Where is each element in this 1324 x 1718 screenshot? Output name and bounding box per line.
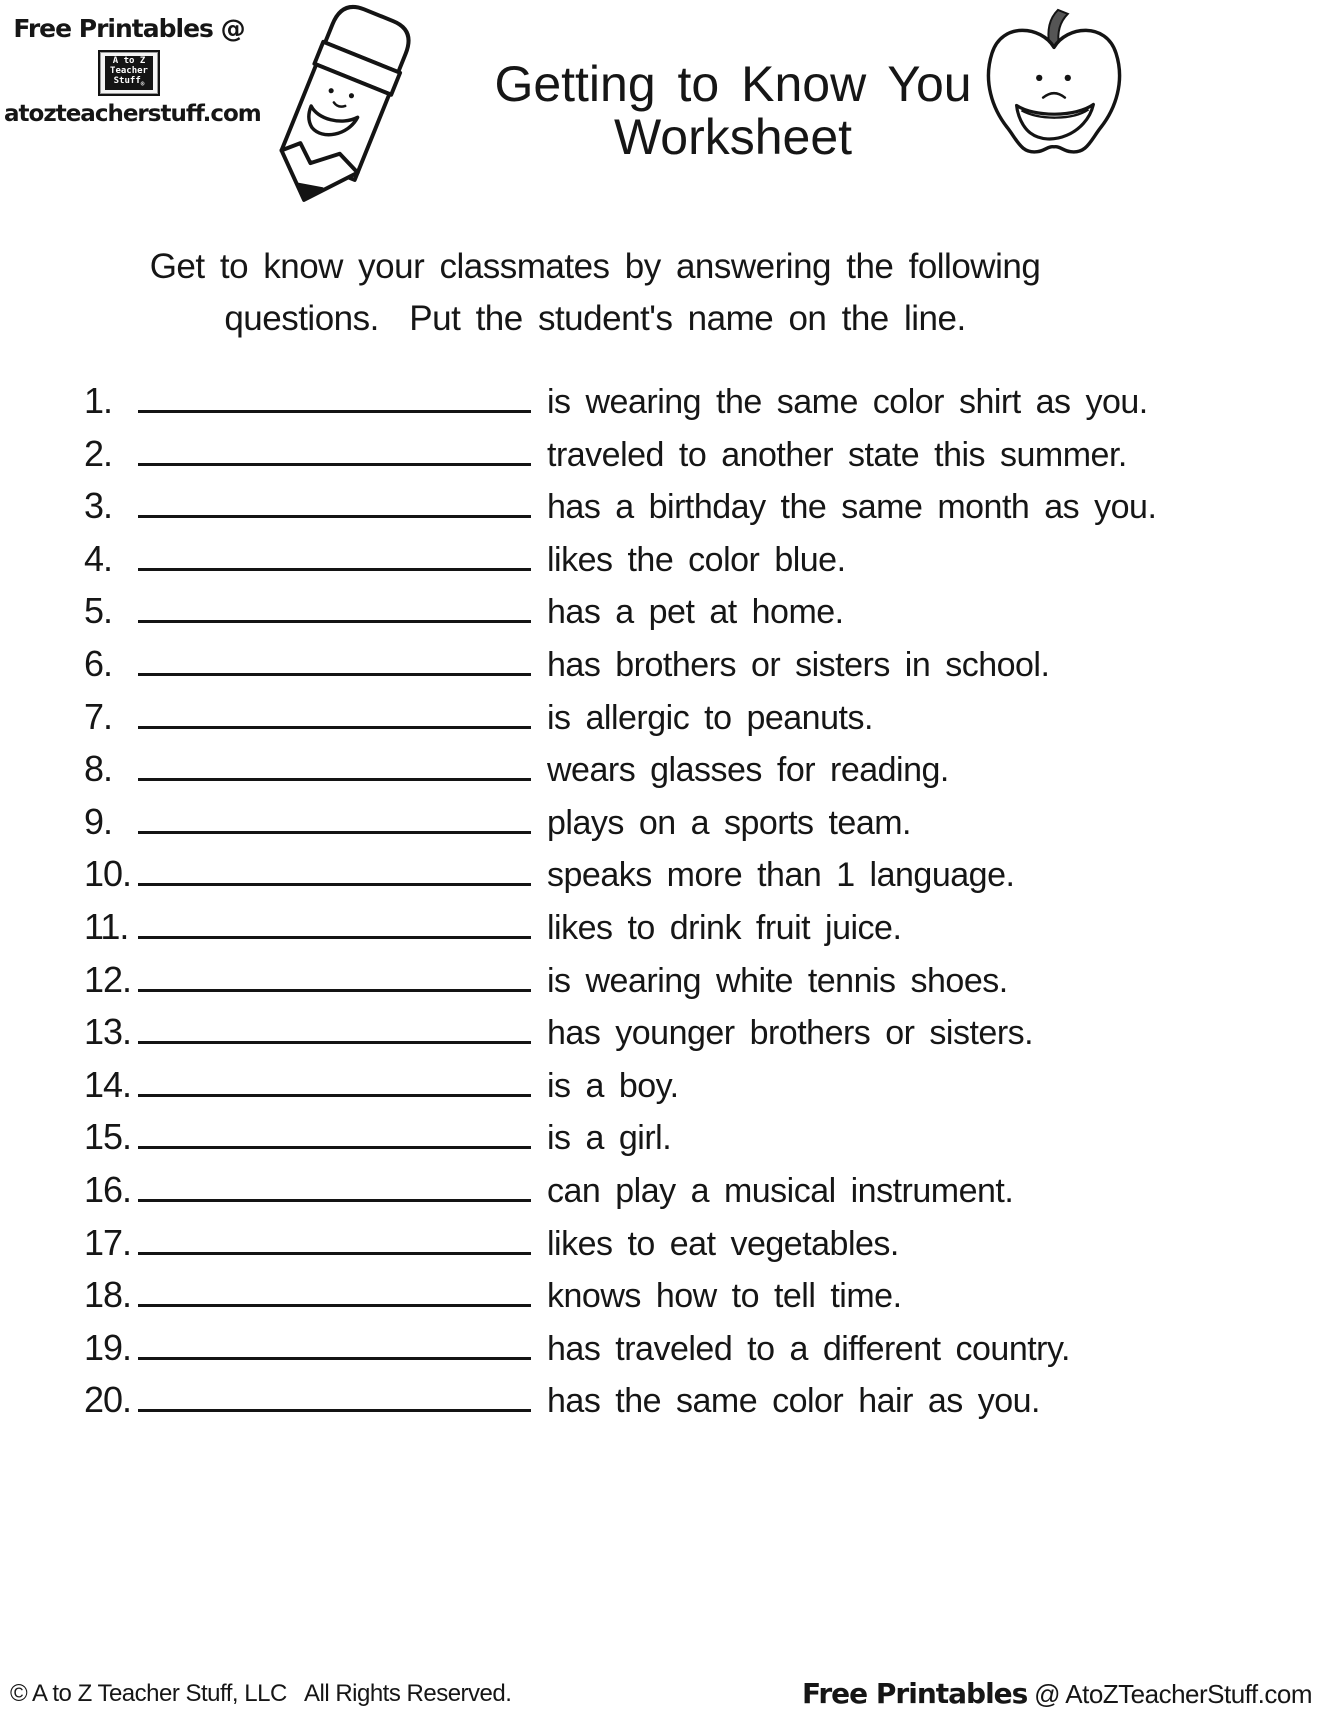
name-blank-line bbox=[138, 1409, 531, 1412]
instructions-line1: Get to know your classmates by answering the following bbox=[149, 247, 1041, 286]
question-row bbox=[84, 1222, 1314, 1275]
question-text: has younger brothers or sisters. bbox=[547, 1014, 1034, 1053]
question-row bbox=[84, 748, 1314, 801]
badge-line1: A to Z bbox=[112, 56, 146, 67]
name-blank-line bbox=[138, 410, 531, 413]
question-row bbox=[84, 485, 1314, 538]
question-row bbox=[84, 1379, 1314, 1432]
questions-list bbox=[84, 380, 1314, 1432]
question-number: 18. bbox=[84, 1274, 132, 1316]
question-text: has brothers or sisters in school. bbox=[547, 645, 1050, 684]
instructions bbox=[0, 241, 1190, 345]
question-number: 20. bbox=[84, 1379, 132, 1421]
brand-block bbox=[4, 14, 261, 127]
name-blank-line bbox=[138, 883, 531, 886]
question-row bbox=[84, 590, 1314, 643]
website-label: atozteacherstuff.com bbox=[4, 101, 261, 127]
name-blank-line bbox=[138, 568, 531, 571]
question-row bbox=[84, 696, 1314, 749]
question-row bbox=[84, 959, 1314, 1012]
question-row bbox=[84, 1274, 1314, 1327]
question-text: has traveled to a different country. bbox=[547, 1329, 1070, 1368]
footer-site-label: @ AtoZTeacherStuff.com bbox=[1027, 1679, 1312, 1709]
question-text: likes to drink fruit juice. bbox=[547, 908, 902, 947]
name-blank-line bbox=[138, 463, 531, 466]
question-text: wears glasses for reading. bbox=[547, 751, 949, 790]
a-to-z-chalkboard-logo bbox=[98, 50, 160, 96]
badge-line2: Teacher bbox=[110, 66, 148, 77]
question-text: is wearing white tennis shoes. bbox=[547, 961, 1008, 1000]
question-number: 4. bbox=[84, 537, 113, 579]
question-number: 10. bbox=[84, 853, 132, 895]
question-number: 1. bbox=[84, 380, 113, 421]
question-number: 7. bbox=[84, 695, 113, 737]
question-text: is a girl. bbox=[547, 1119, 672, 1158]
name-blank-line bbox=[138, 1357, 531, 1360]
name-blank-line bbox=[138, 778, 531, 781]
name-blank-line bbox=[138, 620, 531, 623]
question-row bbox=[84, 801, 1314, 854]
question-text: has the same color hair as you. bbox=[547, 1382, 1040, 1421]
question-number: 17. bbox=[84, 1221, 132, 1263]
question-number: 9. bbox=[84, 800, 113, 842]
question-text: speaks more than 1 language. bbox=[547, 856, 1015, 895]
page-title-line2: Worksheet bbox=[613, 109, 853, 165]
question-row bbox=[84, 538, 1314, 591]
instructions-line2: questions. Put the student's name on the line. bbox=[224, 299, 966, 338]
copyright-notice: © A to Z Teacher Stuff, LLC All Rights Reserved. bbox=[10, 1680, 512, 1707]
question-row bbox=[84, 1169, 1314, 1222]
question-number: 19. bbox=[84, 1326, 132, 1368]
question-row bbox=[84, 1327, 1314, 1380]
question-number: 8. bbox=[84, 748, 113, 790]
question-text: traveled to another state this summer. bbox=[547, 435, 1127, 474]
page-title-line1: Getting to Know You bbox=[494, 56, 972, 112]
footer-free-printables-label: Free Printables bbox=[802, 1677, 1028, 1710]
question-row bbox=[84, 1064, 1314, 1117]
name-blank-line bbox=[138, 1041, 531, 1044]
question-row bbox=[84, 906, 1314, 959]
name-blank-line bbox=[138, 726, 531, 729]
question-number: 15. bbox=[84, 1116, 132, 1158]
name-blank-line bbox=[138, 1304, 531, 1307]
question-number: 13. bbox=[84, 1011, 132, 1053]
question-row bbox=[84, 380, 1314, 433]
question-number: 12. bbox=[84, 958, 132, 1000]
question-number: 11. bbox=[84, 905, 129, 947]
chalkboard-logo-text bbox=[105, 56, 153, 90]
smiling-apple-icon bbox=[980, 6, 1130, 198]
question-row bbox=[84, 643, 1314, 696]
question-row bbox=[84, 433, 1314, 486]
footer-branding bbox=[802, 1677, 1312, 1710]
question-text: is a boy. bbox=[547, 1066, 679, 1105]
name-blank-line bbox=[138, 831, 531, 834]
page-title bbox=[494, 58, 971, 164]
question-text: has a pet at home. bbox=[547, 593, 844, 632]
name-blank-line bbox=[138, 1199, 531, 1202]
name-blank-line bbox=[138, 515, 531, 518]
question-number: 3. bbox=[84, 485, 113, 527]
smiling-pencil-icon bbox=[253, 2, 433, 216]
badge-line3: Stuff$_®$ bbox=[113, 76, 145, 88]
question-text: knows how to tell time. bbox=[547, 1277, 902, 1316]
name-blank-line bbox=[138, 1094, 531, 1097]
question-text: is wearing the same color shirt as you. bbox=[547, 383, 1148, 421]
question-row bbox=[84, 853, 1314, 906]
question-text: plays on a sports team. bbox=[547, 803, 912, 842]
registered-mark: ® bbox=[140, 80, 145, 88]
question-number: 6. bbox=[84, 642, 113, 684]
free-printables-label: Free Printables @ bbox=[13, 14, 245, 43]
question-row bbox=[84, 1116, 1314, 1169]
name-blank-line bbox=[138, 1252, 531, 1255]
question-number: 5. bbox=[84, 590, 113, 632]
question-number: 16. bbox=[84, 1168, 132, 1210]
question-text: has a birthday the same month as you. bbox=[547, 488, 1157, 527]
question-row bbox=[84, 1011, 1314, 1064]
name-blank-line bbox=[138, 1146, 531, 1149]
question-text: is allergic to peanuts. bbox=[547, 698, 873, 737]
question-number: 2. bbox=[84, 432, 113, 474]
name-blank-line bbox=[138, 673, 531, 676]
question-text: likes to eat vegetables. bbox=[547, 1224, 899, 1263]
name-blank-line bbox=[138, 989, 531, 992]
question-number: 14. bbox=[84, 1063, 132, 1105]
question-text: likes the color blue. bbox=[547, 540, 846, 579]
name-blank-line bbox=[138, 936, 531, 939]
question-text: can play a musical instrument. bbox=[547, 1171, 1014, 1210]
